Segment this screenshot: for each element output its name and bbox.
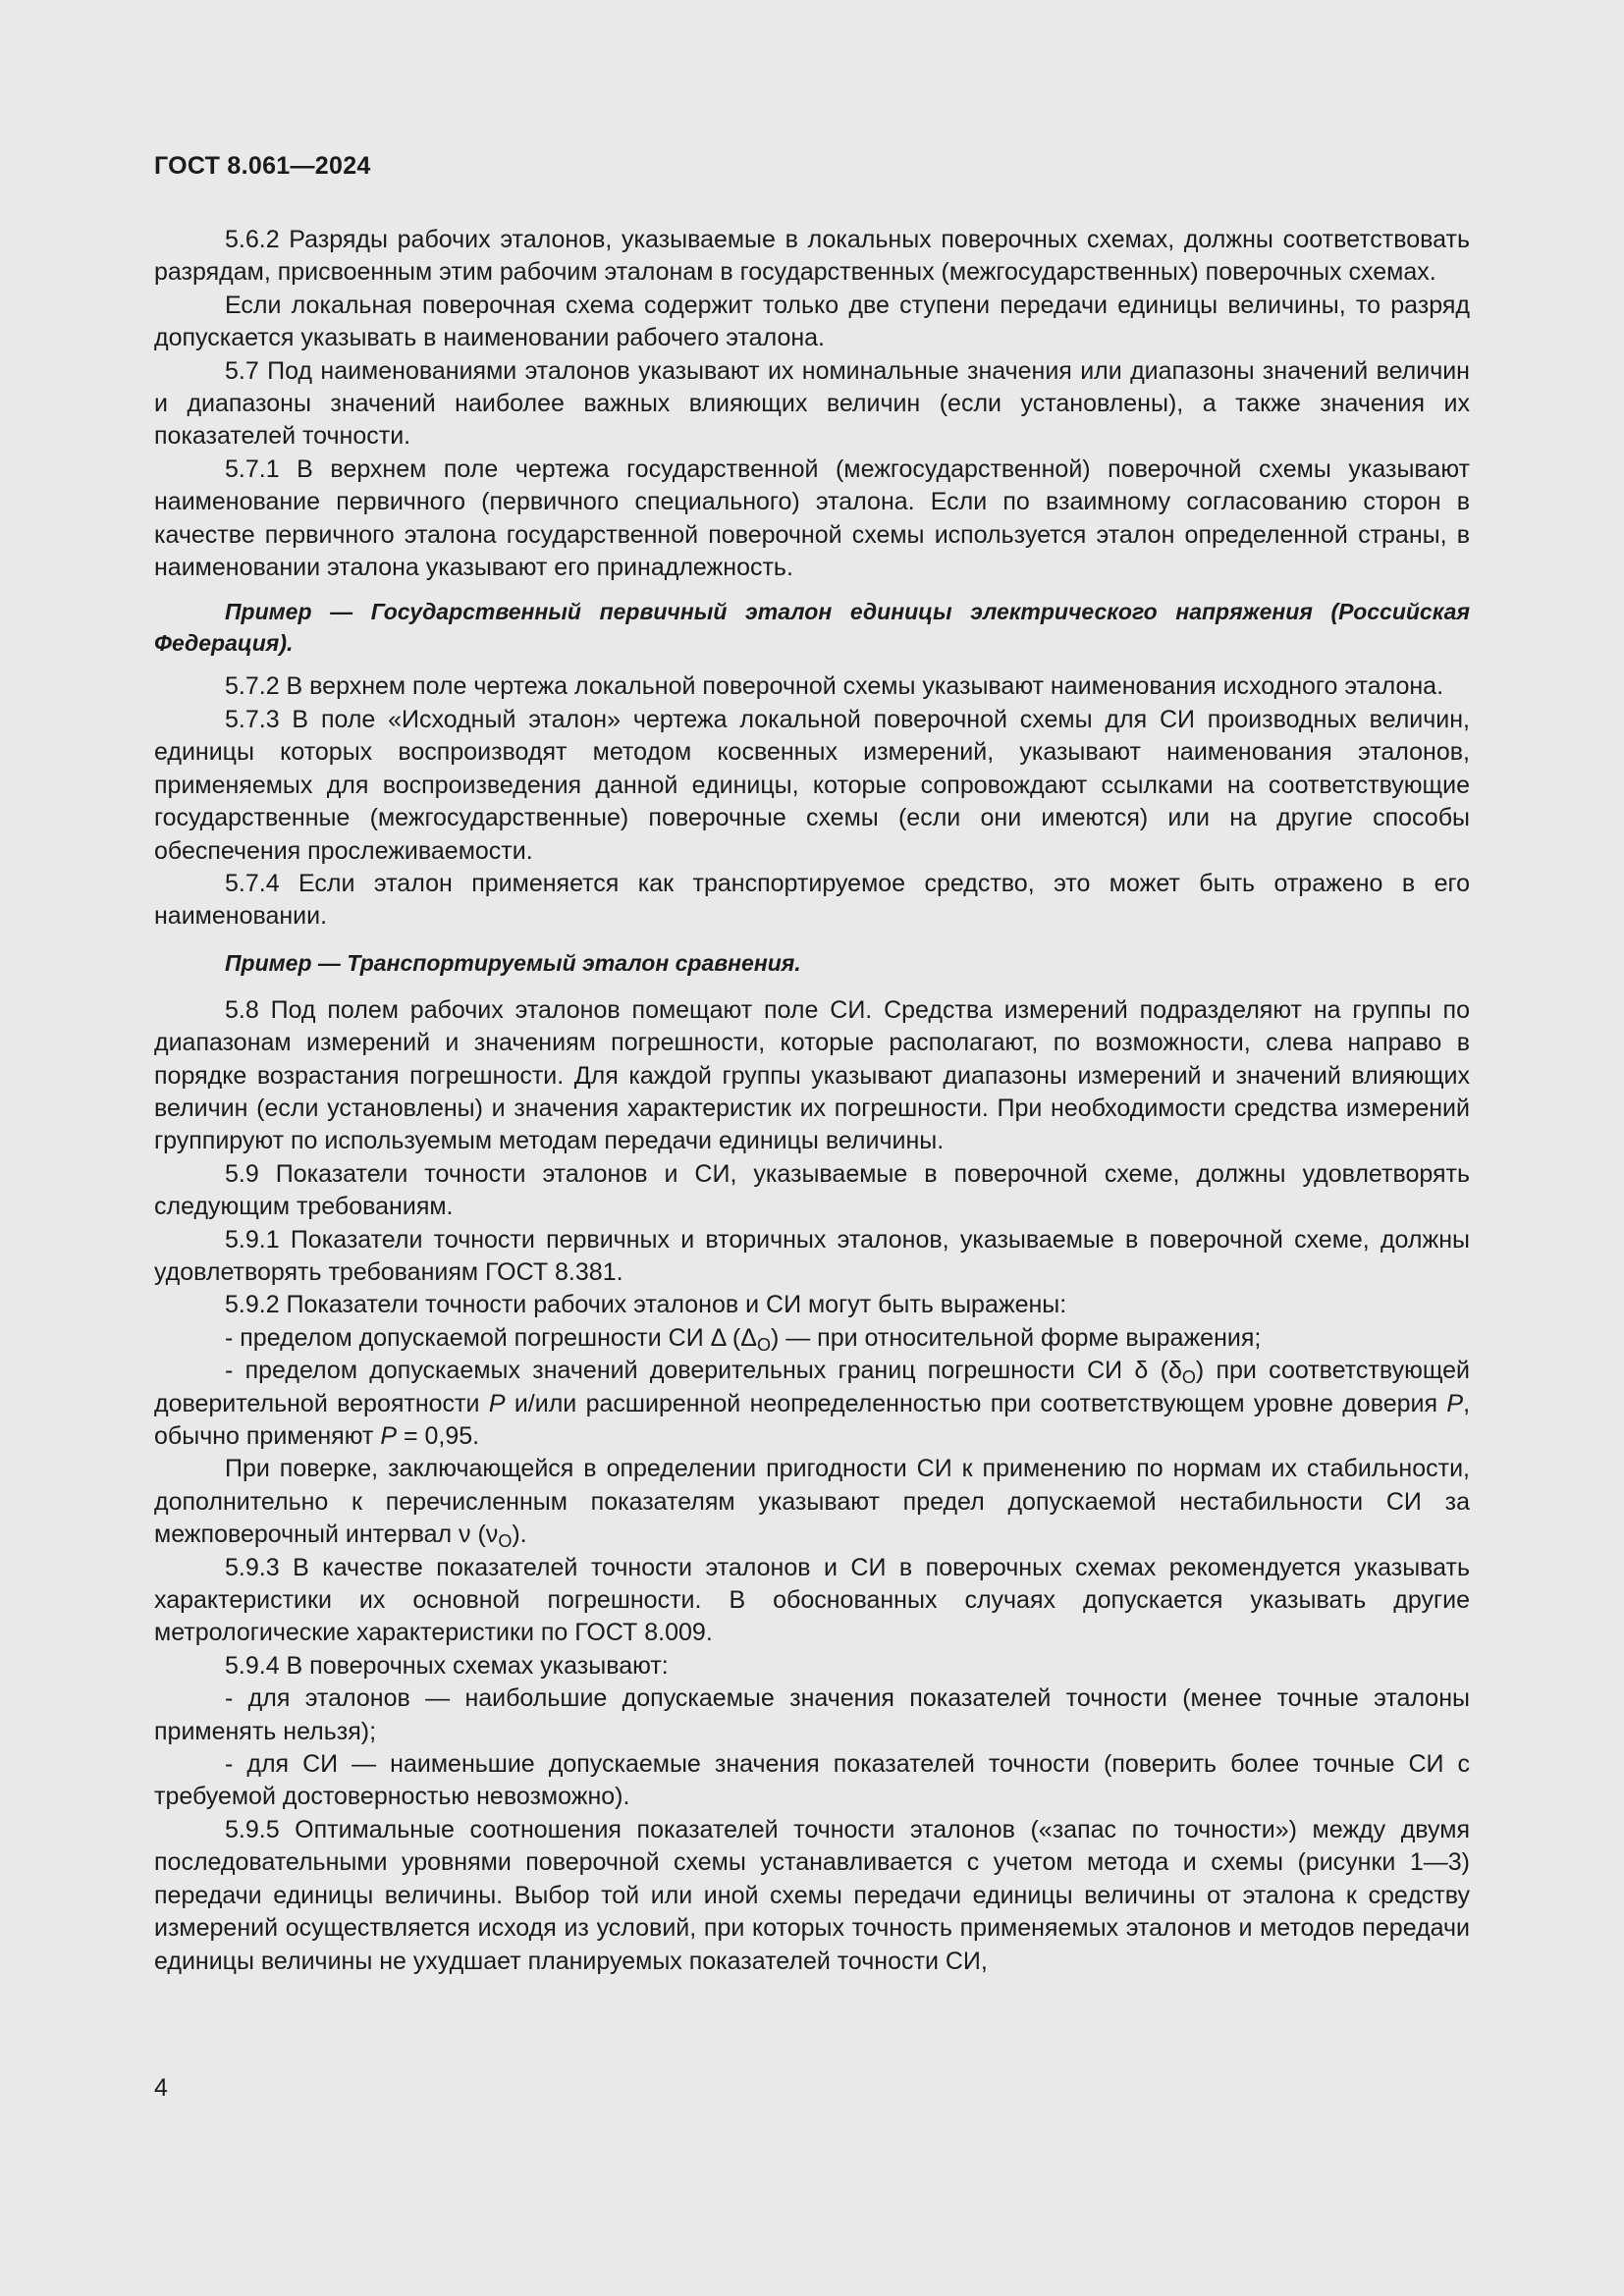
subscript-o: О	[498, 1531, 513, 1552]
paragraph-5-9-1: 5.9.1 Показатели точности первичных и вторичных эталонов, указываемые в поверочной схеме, должны удовлетворять требованиям ГОСТ 8.381.	[154, 1225, 1470, 1286]
list-item-small-delta-text-mid3: , обычно применяют	[154, 1389, 1471, 1450]
variable-p: P	[488, 1389, 506, 1417]
list-item-delta-text-end: ) — при относительной форме выражения;	[770, 1323, 1262, 1352]
paragraph-stability-text-end: ).	[512, 1521, 527, 1549]
paragraph-5-6-2: 5.6.2 Разряды рабочих эталонов, указываемые в локальных поверочных схемах, должны соответствовать разрядам, присвоенным этим рабочим эталонам в государственных (межгосударственных) поверочных схемах.	[154, 226, 1470, 287]
list-item-delta	[154, 1322, 1470, 1355]
paragraph-5-8: 5.8 Под полем рабочих эталонов помещают поле СИ. Средства измерений подразделяют на группы по диапазонам измерений и значениям погрешности, которые располагают, по возможности, слева направо в порядке возрастания погрешности. Для каждой группы указывают диапазоны измерений и значений влияющих величин (если установлены) и значения характеристик их погрешности. При необходимости средства измерений группируют по используемым методам передачи единицы величины.	[154, 995, 1470, 1155]
subscript-o: О	[756, 1334, 771, 1355]
paragraph-5-7-1: 5.7.1 В верхнем поле чертежа государственной (межгосударственной) поверочной схемы указывают наименование первичного (первичного специального) эталона. Если по взаимному согласованию сторон в качестве первичного эталона государственной поверочной схемы используется эталон определенной страны, в наименовании эталона указывают его принадлежность.	[154, 454, 1470, 582]
paragraph-5-7: 5.7 Под наименованиями эталонов указывают их номинальные значения или диапазоны значений величин и диапазоны значений наиболее важных влияющих величин (если установлены), а также значения их показателей точности.	[154, 356, 1470, 451]
list-item-small-delta-text-mid: ) при соответствующей доверительной вероятности	[154, 1357, 1470, 1417]
paragraph-5-6-2-cont: Если локальная поверочная схема содержит только две ступени передачи единицы величины, то разряд допускается указывать в наименовании рабочего эталона.	[154, 291, 1470, 352]
paragraph-5-9-3: 5.9.3 В качестве показателей точности эталонов и СИ в поверочных схемах рекомендуется указывать характеристики их основной погрешности. В обоснованных случаях допускается указывать другие метрологические характеристики по ГОСТ 8.009.	[154, 1553, 1470, 1647]
subscript-o: О	[1181, 1367, 1196, 1388]
list-item-standards: - для эталонов — наибольшие допускаемые значения показателей точности (менее точные эталоны применять нельзя);	[154, 1684, 1470, 1745]
list-item-delta-text: - пределом допускаемой погрешности СИ Δ (Δ	[225, 1323, 757, 1352]
paragraph-5-9-4: 5.9.4 В поверочных схемах указывают:	[225, 1651, 669, 1680]
paragraph-5-7-3: 5.7.3 В поле «Исходный эталон» чертежа локальной поверочной схемы для СИ производных величин, единицы которых воспроизводят методом косвенных измерений, указывают наименования эталонов, применяемых для воспроизведения данной единицы, которые сопровождают ссылками на соответствующие государственные (межгосударственные) поверочные схемы (если они имеются) или на другие способы обеспечения прослеживаемости.	[154, 705, 1470, 865]
paragraph-5-7-2: 5.7.2 В верхнем поле чертежа локальной поверочной схемы указывают наименования исходного эталона.	[225, 672, 1444, 701]
paragraph-stability	[154, 1453, 1470, 1551]
paragraph-5-9: 5.9 Показатели точности эталонов и СИ, указываемые в поверочной схеме, должны удовлетворять следующим требованиям.	[154, 1159, 1470, 1221]
variable-p: P	[380, 1422, 397, 1450]
list-item-si: - для СИ — наименьшие допускаемые значения показателей точности (поверить более точные СИ с требуемой достоверностью невозможно).	[154, 1750, 1470, 1811]
paragraph-stability-text: При поверке, заключающейся в определении пригодности СИ к применению по нормам их стабильности, дополнительно к перечисленным показателям указывают предел допускаемой нестабильности СИ за межповерочный интервал ν (ν	[154, 1455, 1470, 1549]
list-item-small-delta-text-mid2: и/или расширенной неопределенностью при соответствующем уровне доверия	[505, 1389, 1447, 1417]
list-item-small-delta-text-end: = 0,95.	[397, 1422, 480, 1450]
example-1: Пример — Государственный первичный эталон единицы электрического напряжения (Российская Федерация).	[154, 599, 1470, 657]
paragraph-5-9-5: 5.9.5 Оптимальные соотношения показателей точности эталонов («запас по точности») между двумя последовательными уровнями поверочной схемы устанавливается с учетом метода и схемы (рисунки 1—3) передачи единицы величины. Выбор той или иной схемы передачи единицы величины от эталона к средству измерений осуществляется исходя из условий, при которых точность применяемых эталонов и методов передачи единицы величины не ухудшает планируемых показателей точности СИ,	[154, 1815, 1470, 1975]
example-2: Пример — Транспортируемый эталон сравнения.	[225, 949, 801, 976]
paragraph-5-7-4: 5.7.4 Если эталон применяется как транспортируемое средство, это может быть отражено в его наименовании.	[154, 869, 1470, 931]
document-header: ГОСТ 8.061—2024	[154, 152, 371, 180]
list-item-small-delta	[154, 1355, 1470, 1453]
list-item-small-delta-text: - пределом допускаемых значений доверительных границ погрешности СИ δ (δ	[225, 1357, 1182, 1385]
variable-p: P	[1446, 1389, 1464, 1417]
paragraph-5-9-2: 5.9.2 Показатели точности рабочих эталонов и СИ могут быть выражены:	[225, 1291, 1067, 1319]
document-body	[154, 224, 1470, 1978]
page-number: 4	[154, 2074, 168, 2102]
